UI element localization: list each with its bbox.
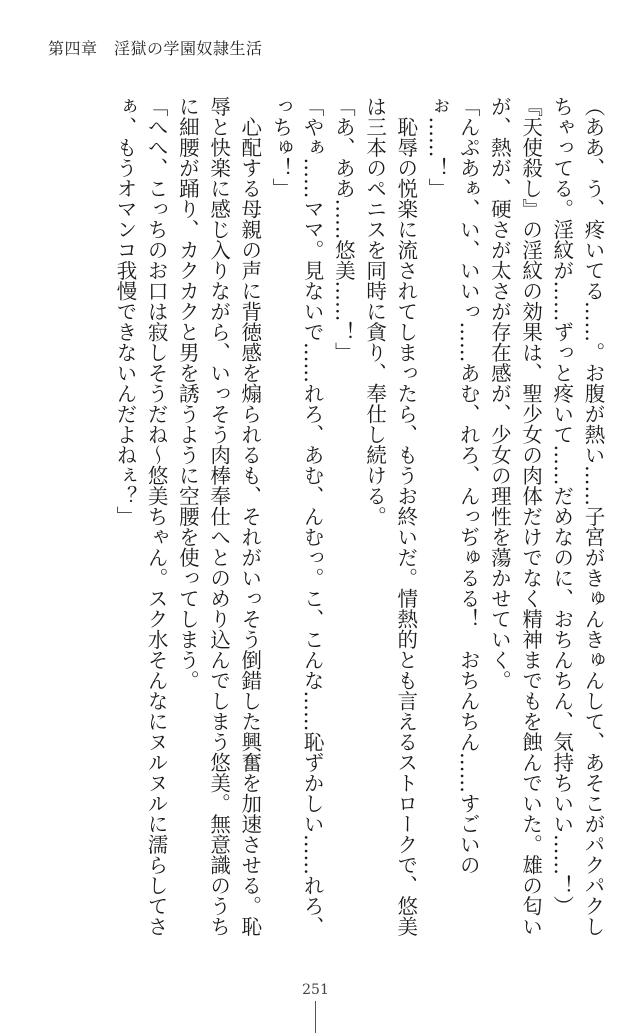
paragraph: （ああ、う、疼いてる……。お腹が熱い……子宮がきゅんきゅんして、あそこがパクパクしちゃってる。淫紋が……ずっと疼いて……だめなのに、おちんちん、気持ちいい……！） bbox=[549, 96, 605, 937]
page-number-rule bbox=[315, 1001, 316, 1033]
paragraph: 「あ、ああ……悠美……！」 bbox=[331, 96, 356, 363]
running-header: 第四章 淫獄の学園奴隷生活 bbox=[48, 39, 263, 58]
paragraph: 「やぁ……ママ。見ないで……れろ、あむ、んむっ。こ、こんな……恥ずかしい……れろ、っちゅ！」 bbox=[268, 96, 325, 937]
paragraph: 『天使殺し』の淫紋の効果は、聖少女の肉体だけでなく精神までもを蝕んでいた。雄の匂いが、熱が、硬さが太さが存在感が、少女の理性を蕩かせていく。 bbox=[487, 96, 543, 937]
paragraph: 「へへ、こっちのお口は寂しそうだね～悠美ちゃん。スク水そんなにヌルヌルに濡らしてさぁ、もうオマンコ我慢できないんだよねぇ？」 bbox=[112, 96, 169, 937]
paragraph: 心配する母親の声に背徳感を煽られるも、それがいっそう倒錯した興奮を加速させる。恥辱と快楽に感じ入りながら、いっそう肉棒奉仕へとのめり込んでしまう悠美。無意識のうちに細腰が踊り、カクカクと男を誘うように空腰を使ってしまう。 bbox=[175, 96, 262, 937]
paragraph: 「んぷあぁ、い、いいっ……あむ、れろ、んっぢゅるる！ おちんちん……すごいのぉ……！」 bbox=[424, 96, 481, 875]
page-number: 251 bbox=[302, 982, 329, 998]
paragraph: 恥辱の悦楽に流されてしまったら、もうお終いだ。情熱的とも言えるストロークで、悠美は三本のペニスを同時に貪り、奉仕し続ける。 bbox=[362, 96, 418, 937]
vertical-text-body bbox=[36, 96, 608, 956]
